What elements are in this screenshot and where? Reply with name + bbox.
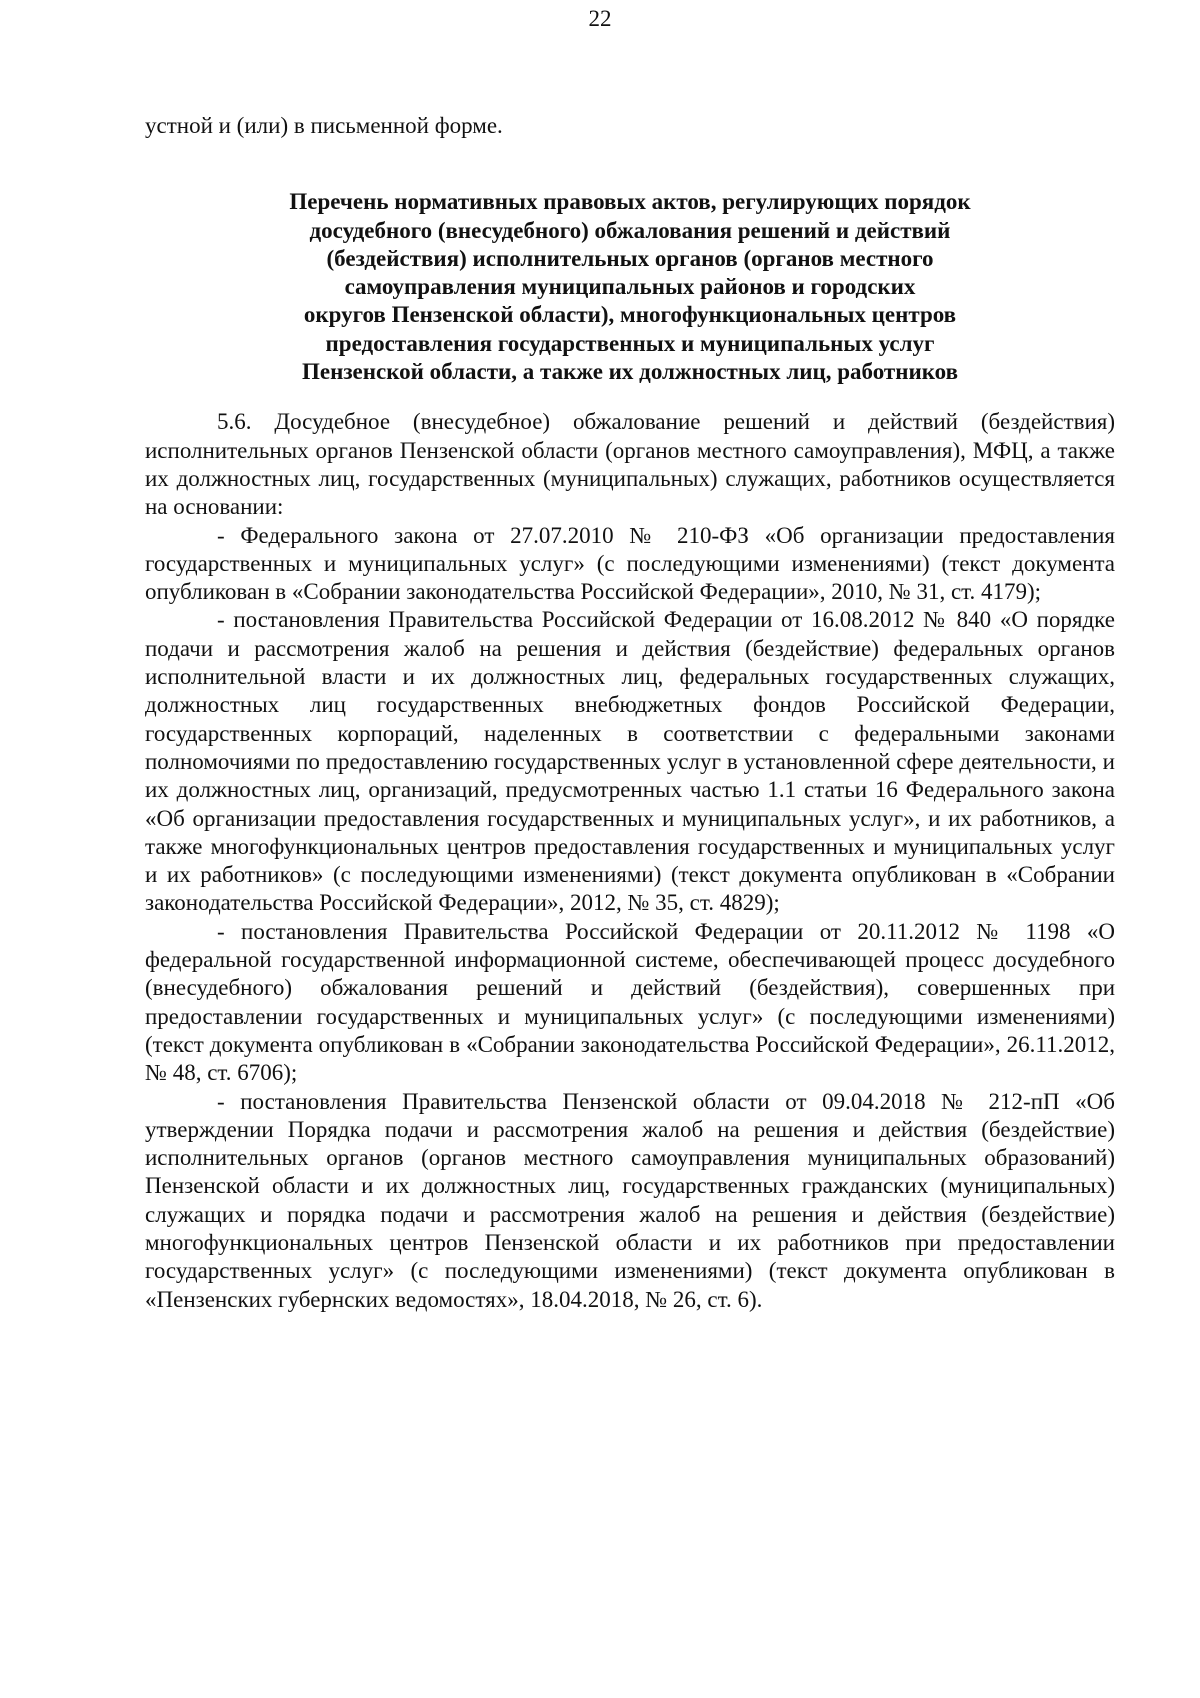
heading-line: самоуправления муниципальных районов и городских <box>344 274 916 300</box>
heading-line: предоставления государственных и муниципальных услуг <box>325 330 935 356</box>
list-item-resolution-840: - постановления Правительства Российской Федерации от 16.08.2012 № 840 «О порядке подачи и рассмотрения жалоб на решения и действия (бездействие) федеральных органов исполнительной власти и их должностных лиц, федеральных государственных служащих, должностных лиц государственных внебюджетных фондов Российской Федерации, государственных корпораций, наделенных в соответствии с федеральными законами полномочиями по предоставлению государственных услуг в установленной сфере деятельности, и их должностных лиц, организаций, предусмотренных частью 1.1 статьи 16 Федерального закона «Об организации предоставления государственных и муниципальных услуг», и их работников, а также многофункциональных центров предоставления государственных и муниципальных услуг и их работников» (с последующими изменениями) (текст документа опубликован в «Собрании законодательства Российской Федерации», 2012, № 35, ст. 4829); <box>145 607 1115 916</box>
heading-line: Пензенской области, а также их должностных лиц, работников <box>301 359 959 385</box>
body-text <box>145 408 1115 1314</box>
heading-line: (бездействия) исполнительных органов (органов местного <box>326 245 934 271</box>
section-heading <box>145 188 1115 386</box>
list-item-federal-law-210: - Федерального закона от 27.07.2010 № 210-ФЗ «Об организации предоставления государственных и муниципальных услуг» (с последующими изменениями) (текст документа опубликован в «Собрании законодательства Российской Федерации», 2010, № 31, ст. 4179); <box>145 522 1115 605</box>
list-item-resolution-1198: - постановления Правительства Российской Федерации от 20.11.2012 № 1198 «О федеральной государственной информационной системе, обеспечивающей процесс досудебного (внесудебного) обжалования решений и действий (бездействия), совершенных при предоставлении государственных и муниципальных услуг» (с последующими изменениями) (текст документа опубликован в «Собрании законодательства Российской Федерации», 26.11.2012, № 48, ст. 6706); <box>145 918 1115 1086</box>
heading-line: Перечень нормативных правовых актов, регулирующих порядок <box>289 189 971 215</box>
heading-line: досудебного (внесудебного) обжалования решений и действий <box>309 217 951 243</box>
continuation-line: устной и (или) в письменной форме. <box>145 113 503 138</box>
list-item-resolution-212: - постановления Правительства Пензенской области от 09.04.2018 № 212-пП «Об утверждении Порядка подачи и рассмотрения жалоб на решения и действия (бездействие) исполнительных органов (органов местного самоуправления муниципальных образований) Пензенской области и их должностных лиц, государственных гражданских (муниципальных) служащих и порядка подачи и рассмотрения жалоб на решения и действия (бездействие) многофункциональных центров Пензенской области и их работников при предоставлении государственных услуг» (с последующими изменениями) (текст документа опубликован в «Пензенских губернских ведомостях», 18.04.2018, № 26, ст. 6). <box>145 1088 1115 1312</box>
page-number: 22 <box>588 6 612 31</box>
paragraph-5-6: 5.6. Досудебное (внесудебное) обжалование решений и действий (бездействия) исполнительных органов Пензенской области (органов местного самоуправления), МФЦ, а также их должностных лиц, государственных (муниципальных) служащих, работников осуществляется на основании: <box>145 409 1115 520</box>
document-content <box>145 112 1115 1314</box>
heading-line: округов Пензенской области), многофункциональных центров <box>303 302 957 328</box>
